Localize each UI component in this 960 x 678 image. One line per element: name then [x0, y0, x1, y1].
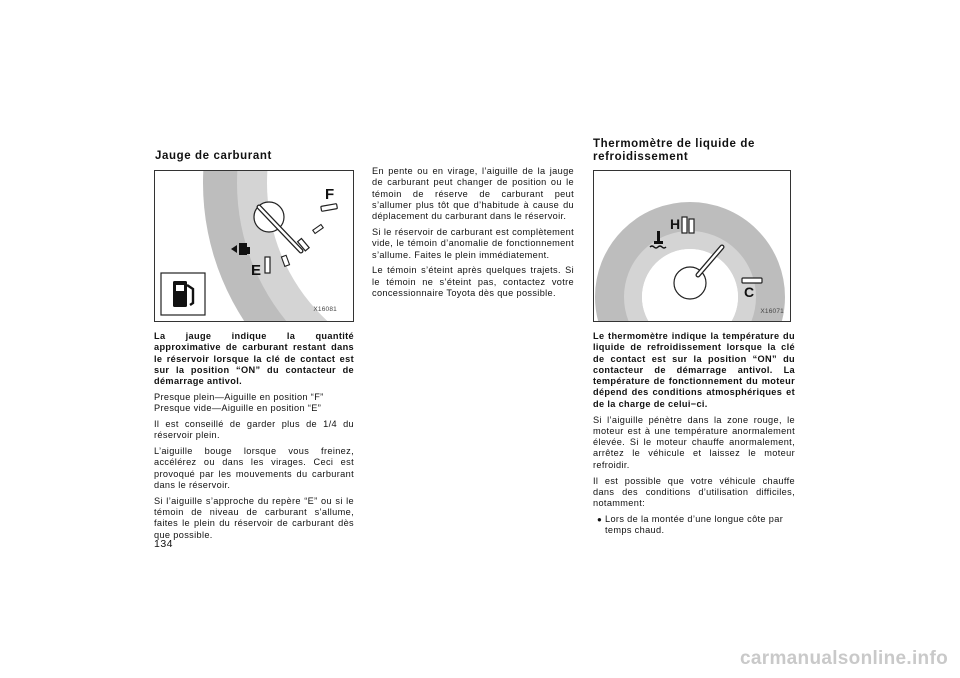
gauge-empty-mark: E [251, 262, 262, 279]
page-number: 134 [154, 538, 174, 550]
fuel-gauge-figure [154, 170, 354, 322]
fuel-gauge-intro: La jauge indique la quantité approximative de carburant restant dans le réservoir lorsque la clé de contact est sur la position “ON” du contacteur de démarrage antivol. [154, 331, 354, 387]
fuel-needle-movement: L’aiguille bouge lorsque vous freinez, accélérez ou dans les virages. Ceci est provoqué par les mouvements du carburant dans le réservoir. [154, 446, 354, 491]
coolant-heading-line-1: Thermomètre de liquide de [593, 138, 755, 150]
list-item [593, 514, 795, 537]
figure-code: X16081 [313, 306, 337, 313]
bullet-icon: ● [597, 514, 603, 524]
figure-code: X16071 [760, 308, 784, 315]
coolant-thermometer-heading [593, 138, 755, 164]
fuel-advice: Il est conseillé de garder plus de 1/4 du réservoir plein. [154, 419, 354, 441]
coolant-intro: Le thermomètre indique la température du liquide de refroidissement lorsque la clé de contact est sur la position “ON” du contacteur de démarrage antivol. La température de fonctionnement du moteur dépend des conditions atmosphériques et de la charge de celui−ci. [593, 331, 795, 409]
watermark: carmanualsonline.info [740, 648, 948, 669]
middle-paragraph-1: En pente ou en virage, l’aiguille de la jauge de carburant peut changer de position ou le témoin de réserve de carburant peut s’allumer plus tôt que d’habitude à cause du déplacement du carburant dans le réservoir. [372, 166, 574, 222]
middle-paragraph-3: Le témoin s’éteint après quelques trajets. Si le témoin ne s’éteint pas, contactez votre concessionnaire Toyota dès que possible. [372, 265, 574, 298]
gauge-hot-mark: H [670, 216, 681, 232]
coolant-heading-line-2: refroidissement [593, 151, 689, 163]
fuel-empty-note: Presque vide—Aiguille en position “E” [154, 403, 322, 414]
fuel-gauge-continued-text [372, 166, 574, 304]
fuel-refill-advice: Si l’aiguille s’approche du repère “E” ou si le témoin de niveau de carburant s’allume, faites le plein du réservoir de carburant dès que possible. [154, 495, 354, 540]
gauge-full-mark: F [325, 186, 335, 203]
coolant-thermometer-text [593, 331, 795, 537]
coolant-difficult-conditions: Il est possible que votre véhicule chauffe dans des conditions d’utilisation difficiles, notamment: [593, 475, 795, 509]
coolant-gauge-figure [593, 170, 791, 322]
fuel-gauge-heading: Jauge de carburant [155, 150, 272, 162]
middle-paragraph-2: Si le réservoir de carburant est complètement vide, le témoin d’anomalie de fonctionnement s’allume. Faites le plein immédiatement. [372, 226, 574, 260]
coolant-overheat-note: Si l’aiguille pénètre dans la zone rouge, le moteur est à une température anormalement élevée. Si le moteur chauffe anormalement, arrêtez le véhicule et laissez le moteur refroidir. [593, 414, 795, 470]
fuel-gauge-text [154, 331, 354, 546]
bullet-text: Lors de la montée d’une longue côte par temps chaud. [605, 513, 784, 536]
gauge-cold-mark: C [744, 284, 755, 300]
fuel-full-note: Presque plein—Aiguille en position “F” [154, 391, 324, 402]
